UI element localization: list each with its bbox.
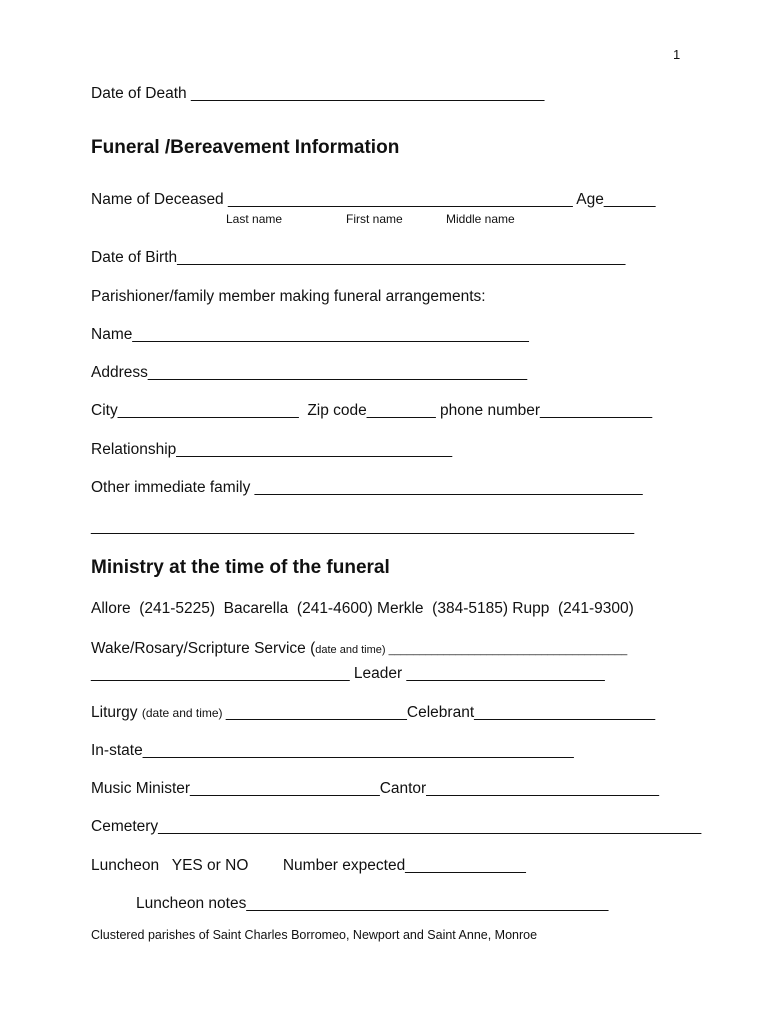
relationship-field[interactable]: Relationship________________________________ — [91, 441, 453, 458]
other-family-continuation[interactable]: _______________________________________________________________ — [91, 518, 635, 535]
leader-field[interactable]: ______________________________ Leader _______________________ — [91, 665, 605, 682]
section-title-ministry: Ministry at the time of the funeral — [91, 557, 390, 578]
address-field[interactable]: Address____________________________________________ — [91, 364, 528, 381]
liturgy-date-time: (date and time) — [141, 706, 226, 720]
sublabel-last-name: Last name — [226, 212, 283, 226]
sublabel-middle-name: Middle name — [446, 212, 515, 226]
date-of-death-field[interactable]: Date of Death _________________________________________ — [91, 85, 545, 102]
luncheon-notes-field[interactable]: Luncheon notes__________________________________________ — [136, 895, 609, 912]
date-of-birth-field[interactable]: Date of Birth____________________________________________________ — [91, 249, 626, 266]
liturgy-field[interactable] — [91, 704, 655, 722]
in-state-field[interactable]: In-state__________________________________________________ — [91, 742, 574, 759]
luncheon-field[interactable]: Luncheon YES or NO Number expected______________ — [91, 857, 526, 874]
arrangements-label: Parishioner/family member making funeral arrangements: — [91, 288, 486, 305]
music-cantor-field[interactable]: Music Minister______________________Cantor___________________________ — [91, 780, 659, 797]
footer-parishes: Clustered parishes of Saint Charles Borromeo, Newport and Saint Anne, Monroe — [91, 928, 538, 942]
liturgy-label: Liturgy — [91, 704, 142, 721]
ministers-list: Allore (241-5225) Bacarella (241-4600) Merkle (384-5185) Rupp (241-9300) — [91, 600, 634, 617]
other-family-field[interactable]: Other immediate family _____________________________________________ — [91, 479, 643, 496]
name-of-deceased-field[interactable]: Name of Deceased ________________________________________ Age______ — [91, 191, 656, 208]
liturgy-celebrant: _____________________Celebrant_____________________ — [225, 704, 656, 721]
sublabel-first-name: First name — [346, 212, 403, 226]
page-number: 1 — [673, 47, 681, 62]
wake-date-time: date and time) _______________________________________ — [315, 644, 628, 656]
city-zip-phone-field[interactable]: City_____________________ Zip code________ phone number_____________ — [91, 402, 653, 419]
arranger-name-field[interactable]: Name______________________________________________ — [91, 326, 529, 343]
section-title-funeral: Funeral /Bereavement Information — [91, 137, 400, 158]
wake-label: Wake/Rosary/Scripture Service ( — [91, 640, 316, 657]
wake-service-field[interactable] — [91, 640, 627, 659]
cemetery-field[interactable]: Cemetery_______________________________________________________________ — [91, 818, 702, 835]
